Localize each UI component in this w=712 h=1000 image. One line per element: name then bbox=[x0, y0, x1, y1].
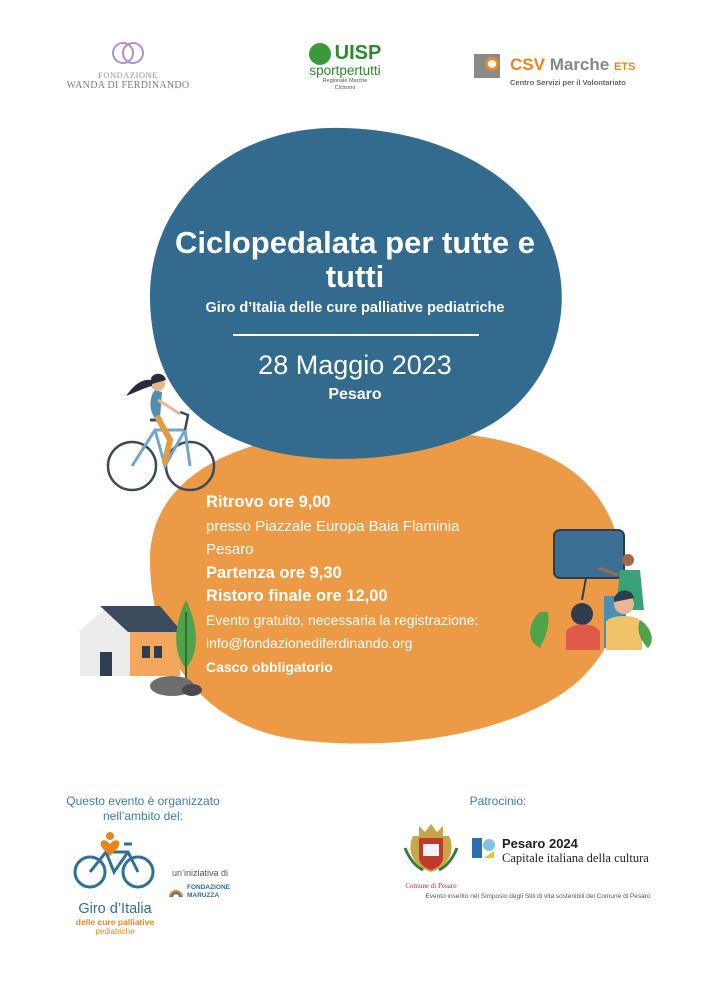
globe-icon bbox=[309, 43, 331, 65]
csv-ets: ETS bbox=[613, 61, 636, 73]
giro-line3: pediatriche bbox=[95, 927, 135, 936]
maruzza-line2: MARUZZA bbox=[187, 891, 220, 899]
initiative-label: un’iniziativa di bbox=[172, 868, 229, 878]
uisp-region: Regionale Marche bbox=[322, 78, 368, 84]
maruzza-line1: FONDAZIONE bbox=[187, 884, 230, 891]
giro-line1: Giro d’Italia bbox=[78, 901, 152, 917]
uisp-tag: sportpertutti bbox=[309, 63, 381, 78]
org-line2: nell’ambito del: bbox=[102, 809, 184, 823]
comune-pesaro-crest bbox=[398, 818, 464, 890]
csv-marche-logo bbox=[474, 50, 644, 87]
uisp-name: UISP bbox=[334, 42, 382, 64]
csv-sub: Centro Servizi per il Volontariato bbox=[510, 78, 626, 87]
giro-italia-logo bbox=[50, 830, 180, 936]
fondazione-maruzza-logo bbox=[168, 884, 230, 899]
csv-name: CSV bbox=[510, 55, 545, 74]
symposium-note: Evento inserito nel Simposio degli Stili di vita sostenibili del Comune di Pesaro bbox=[425, 893, 651, 900]
comune-label: Comune di Pesaro bbox=[405, 882, 457, 890]
departure-time: Partenza ore 9,30 bbox=[206, 563, 342, 582]
patronage-label: Patrocinio: bbox=[469, 794, 527, 808]
fondazione-wdf-logo bbox=[58, 42, 198, 91]
wdf-line2: WANDA DI FERDINANDO bbox=[66, 80, 190, 91]
pesaro-2024-sub: Capitale italiana della cultura bbox=[502, 851, 649, 865]
house-illustration bbox=[78, 600, 202, 696]
uisp-logo bbox=[290, 42, 400, 92]
maruzza-sun-icon bbox=[168, 885, 184, 899]
event-title: Ciclopedalata per tutte e tutti bbox=[174, 225, 536, 294]
uisp-sub: Ciclismo bbox=[334, 85, 356, 91]
bicycle-heart-icon bbox=[70, 830, 160, 892]
contact-email[interactable]: info@fondazionediferdinando.org bbox=[206, 635, 413, 651]
coat-of-arms-icon bbox=[401, 818, 461, 876]
helmet-note: Casco obbligatorio bbox=[206, 658, 333, 675]
pesaro-2024-title: Pesaro 2024 bbox=[502, 836, 578, 851]
org-line1: Questo evento è organizzato bbox=[66, 794, 220, 808]
rings-icon bbox=[108, 42, 148, 66]
event-city: Pesaro bbox=[328, 386, 382, 403]
giro-line2: delle cure palliative bbox=[75, 917, 155, 927]
event-date: 28 Maggio 2023 bbox=[258, 350, 452, 380]
meet-place-line1: presso Piazzale Europa Baia Flaminia bbox=[206, 517, 460, 535]
csv-mark-icon bbox=[474, 50, 504, 80]
event-info bbox=[206, 491, 546, 679]
wdf-line1: FONDAZIONE bbox=[98, 70, 158, 80]
divider bbox=[233, 334, 479, 336]
registration-note: Evento gratuito, necessaria la registrazione: bbox=[206, 611, 479, 628]
event-subtitle: Giro d’Italia delle cure palliative pediatriche bbox=[205, 300, 505, 316]
meet-time: Ritrovo ore 9,00 bbox=[206, 493, 331, 511]
organized-by bbox=[48, 794, 238, 824]
csv-region: Marche bbox=[549, 55, 610, 74]
pesaro-2024-icon bbox=[470, 836, 496, 860]
meet-place-line2: Pesaro bbox=[206, 541, 254, 558]
refreshment-time: Ristoro finale ore 12,00 bbox=[206, 587, 388, 605]
pesaro-2024-logo bbox=[470, 836, 649, 866]
